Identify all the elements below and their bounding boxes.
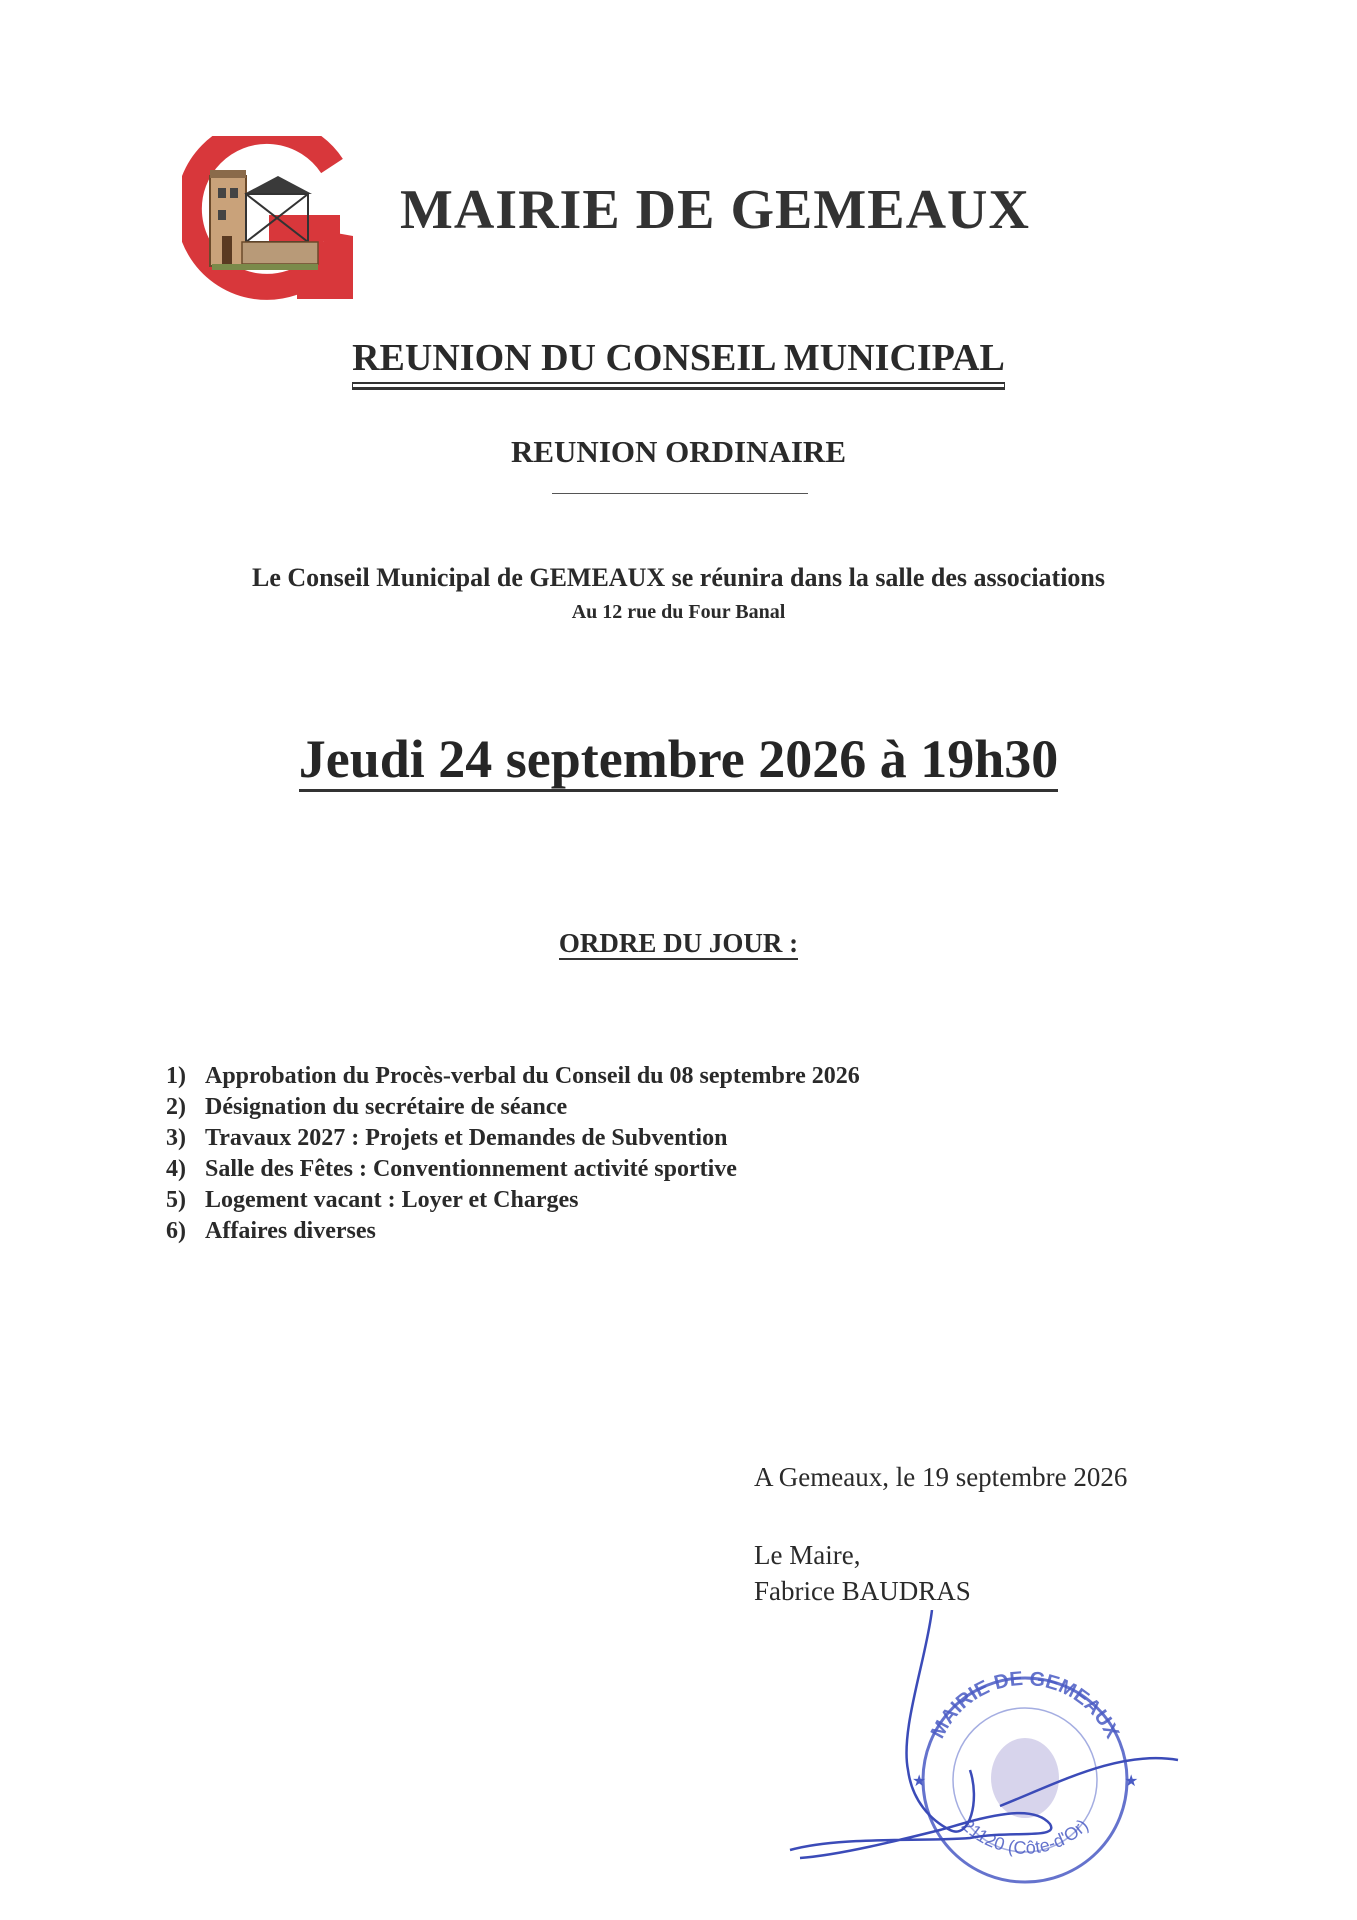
list-item bbox=[166, 1154, 1066, 1185]
agenda-title bbox=[0, 928, 1357, 959]
signatory-role: Le Maire, bbox=[754, 1540, 861, 1570]
item-number: 6) bbox=[166, 1218, 186, 1244]
svg-text:MAIRIE DE GEMEAUX bbox=[927, 1668, 1124, 1743]
meeting-address: Au 12 rue du Four Banal bbox=[571, 601, 786, 623]
svg-text:★: ★ bbox=[912, 1773, 927, 1790]
list-item bbox=[166, 1185, 1066, 1216]
list-item bbox=[166, 1092, 1066, 1123]
item-text: Affaires diverses bbox=[205, 1218, 376, 1244]
item-text: Désignation du secrétaire de séance bbox=[205, 1094, 568, 1120]
meeting-type: REUNION ORDINAIRE bbox=[510, 434, 846, 469]
item-text: Logement vacant : Loyer et Charges bbox=[205, 1187, 579, 1213]
meeting-title bbox=[0, 336, 1357, 380]
stamp-top-text: MAIRIE DE GEMEAUX bbox=[926, 1667, 1124, 1743]
item-text: Approbation du Procès-verbal du Conseil du 08 septembre 2026 bbox=[205, 1063, 860, 1089]
list-item bbox=[166, 1216, 1066, 1247]
item-number: 4) bbox=[166, 1156, 186, 1182]
svg-text:★: ★ bbox=[1124, 1773, 1139, 1790]
item-text: Salle des Fêtes : Conventionnement activité sportive bbox=[205, 1156, 737, 1182]
meeting-datetime-text: Jeudi 24 septembre 2026 à 19h30 bbox=[299, 729, 1059, 792]
item-number: 5) bbox=[166, 1187, 186, 1213]
item-number: 2) bbox=[166, 1094, 186, 1120]
item-number: 3) bbox=[166, 1125, 186, 1151]
gemeaux-logo bbox=[182, 136, 354, 300]
list-item bbox=[166, 1061, 1066, 1092]
item-text: Travaux 2027 : Projets et Demandes de Subvention bbox=[205, 1125, 728, 1151]
meeting-intro: Le Conseil Municipal de GEMEAUX se réunira dans la salle des associations bbox=[252, 563, 1105, 592]
meeting-datetime bbox=[0, 728, 1357, 790]
item-number: 1) bbox=[166, 1063, 186, 1089]
divider bbox=[552, 493, 808, 494]
meeting-title-text: REUNION DU CONSEIL MUNICIPAL bbox=[352, 337, 1005, 384]
agenda-title-text: ORDRE DU JOUR : bbox=[558, 928, 799, 958]
list-item bbox=[166, 1123, 1066, 1154]
official-stamp bbox=[780, 1610, 1200, 1910]
mairie-title: MAIRIE DE GEMEAUX bbox=[400, 179, 1030, 241]
place-date: A Gemeaux, le 19 septembre 2026 bbox=[754, 1462, 1128, 1492]
stamp-bottom-text: 21120 (Côte-d'Or) bbox=[957, 1814, 1093, 1858]
agenda-list bbox=[166, 1061, 1066, 1247]
signatory-name: Fabrice BAUDRAS bbox=[754, 1576, 971, 1606]
